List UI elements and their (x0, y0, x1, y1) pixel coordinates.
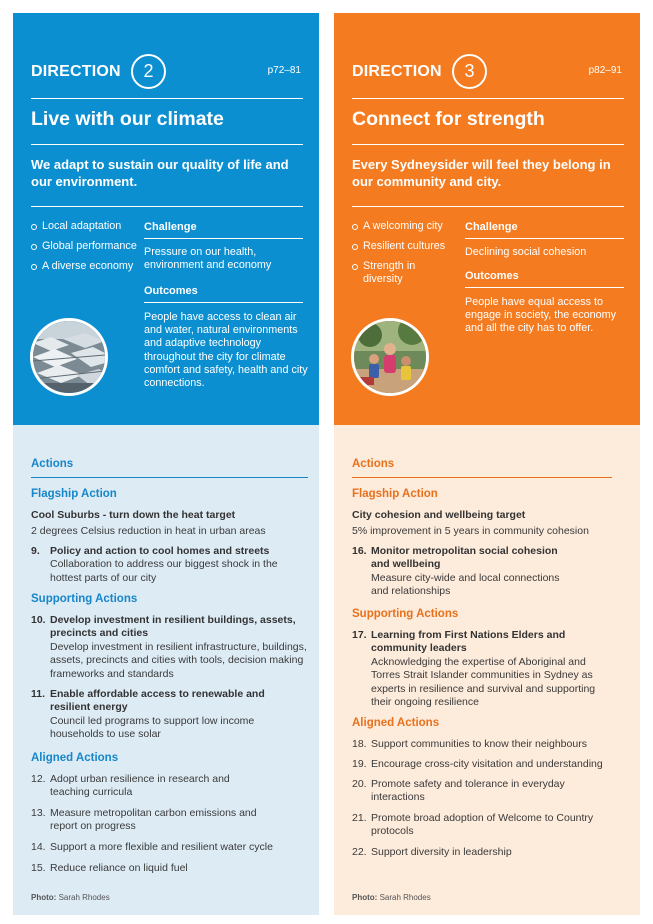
action-text: Measure metropolitan carbon emissions and report on progress (50, 807, 257, 833)
action-item (31, 614, 311, 681)
aligned-item (352, 738, 632, 751)
pillar-list (351, 220, 461, 293)
action-item (352, 629, 632, 709)
page-range: p82–91 (588, 65, 622, 76)
action-item (31, 688, 311, 742)
action-number: 16. (352, 545, 367, 557)
action-text: Support communities to know their neighbours (371, 738, 587, 750)
supporting-heading: Supporting Actions (352, 608, 459, 620)
action-text: Acknowledging the expertise of Aboriginal and Torres Strait Islander communities in Sydney as experts in resilience and survival and supporting their ongoing resilience (371, 655, 596, 709)
challenge-heading: Challenge (144, 221, 197, 233)
aligned-heading: Aligned Actions (352, 717, 440, 729)
aligned-item (31, 841, 311, 854)
action-text: Measure city-wide and local connections and relationships (371, 571, 560, 598)
action-number: 20. (352, 778, 367, 790)
divider (31, 477, 308, 478)
page-range: p72–81 (267, 65, 301, 76)
action-number: 17. (352, 629, 367, 641)
pillar-item: Local adaptation (30, 220, 140, 233)
community-photo (351, 318, 429, 396)
credit-name: Sarah Rhodes (379, 893, 431, 902)
vision-statement: We adapt to sustain our quality of life and our environment. (31, 157, 289, 189)
action-title: Policy and action to cool homes and streets (50, 545, 270, 557)
pillar-list (30, 220, 140, 280)
action-number: 13. (31, 807, 46, 819)
pillar-item: A diverse economy (30, 260, 140, 273)
pillar-item: Global performance (30, 240, 140, 253)
actions-section (334, 425, 640, 915)
actions-heading: Actions (352, 458, 395, 470)
divider (352, 206, 624, 207)
actions-section (13, 425, 319, 915)
aligned-item (352, 846, 632, 859)
action-text: Reduce reliance on liquid fuel (50, 862, 188, 874)
divider (352, 477, 612, 478)
challenge-heading: Challenge (465, 221, 518, 233)
pillar-item: A welcoming city (351, 220, 461, 233)
outcomes-text: People have access to clean air and water, natural environments and adaptive technology throughout the city for climate comfort and safety, health and city connections. (144, 311, 308, 390)
aligned-item (31, 773, 311, 800)
credit-name: Sarah Rhodes (58, 893, 110, 902)
direction-header (334, 13, 640, 425)
action-title: Learning from First Nations Elders and community leaders (371, 629, 566, 655)
action-number: 19. (352, 758, 367, 770)
action-number: 11. (31, 688, 46, 700)
direction-label: DIRECTION (352, 63, 442, 80)
action-number: 9. (31, 545, 40, 557)
divider (31, 144, 303, 145)
action-number: 15. (31, 862, 46, 874)
divider (465, 238, 624, 239)
action-text: Council led programs to support low income households to use solar (50, 714, 255, 741)
flagship-title: Cool Suburbs - turn down the heat target (31, 509, 236, 521)
pillar-item: Resilient cultures (351, 240, 461, 253)
aligned-item (352, 812, 632, 839)
divider (352, 98, 624, 99)
action-title: Monitor metropolitan social cohesion and wellbeing (371, 545, 558, 571)
outcomes-text: People have equal access to engage in society, the economy and all the city has to offer. (465, 296, 617, 335)
outcomes-heading: Outcomes (465, 270, 519, 282)
credit-label: Photo: (31, 893, 57, 902)
challenge-text: Pressure on our health, environment and economy (144, 246, 272, 272)
action-number: 21. (352, 812, 367, 824)
flagship-text: 2 degrees Celsius reduction in heat in urban areas (31, 525, 266, 537)
aligned-item (31, 807, 311, 834)
action-number: 14. (31, 841, 46, 853)
action-title: Enable affordable access to renewable and resilient energy (50, 688, 265, 714)
credit-label: Photo: (352, 893, 378, 902)
photo-credit (352, 893, 431, 902)
divider (31, 98, 303, 99)
action-text: Encourage cross-city visitation and understanding (371, 758, 603, 770)
actions-heading: Actions (31, 458, 74, 470)
supporting-heading: Supporting Actions (31, 593, 138, 605)
divider (352, 144, 624, 145)
action-text: Promote broad adoption of Welcome to Country protocols (371, 812, 594, 838)
direction-header (13, 13, 319, 425)
direction-2-panel (13, 13, 319, 915)
divider (465, 287, 624, 288)
flagship-title: City cohesion and wellbeing target (352, 509, 526, 521)
action-text: Support a more flexible and resilient water cycle (50, 841, 273, 853)
flagship-text: 5% improvement in 5 years in community cohesion (352, 525, 589, 537)
action-number: 18. (352, 738, 367, 750)
vision-statement: Every Sydneysider will feel they belong in our community and city. (352, 157, 611, 189)
outcomes-heading: Outcomes (144, 285, 198, 297)
children-playground-image (354, 321, 426, 393)
action-number: 12. (31, 773, 46, 785)
flagship-heading: Flagship Action (31, 488, 117, 500)
aligned-item (31, 862, 311, 875)
direction-label: DIRECTION (31, 63, 121, 80)
direction-title: Connect for strength (352, 108, 545, 130)
aligned-item (352, 758, 632, 771)
direction-title: Live with our climate (31, 108, 224, 130)
action-text: Promote safety and tolerance in everyday interactions (371, 778, 565, 804)
challenge-text: Declining social cohesion (465, 246, 587, 258)
action-item (31, 545, 311, 585)
pillar-item: Strength in diversity (351, 260, 438, 286)
flagship-heading: Flagship Action (352, 488, 438, 500)
aligned-item (352, 778, 632, 805)
action-number: 10. (31, 614, 46, 626)
action-text: Adopt urban resilience in research and teaching curricula (50, 773, 230, 799)
action-title: Develop investment in resilient buildings, assets, precincts and cities (50, 614, 296, 640)
divider (144, 238, 303, 239)
action-text: Develop investment in resilient infrastructure, buildings, assets, precincts and cities with tools, decision making frameworks and standards (50, 640, 307, 680)
action-text: Collaboration to address our biggest shock in the hottest parts of our city (50, 558, 278, 584)
direction-3-panel (334, 13, 640, 915)
divider (31, 206, 303, 207)
rooftops-image (33, 321, 105, 393)
direction-number: 2 (131, 54, 166, 89)
action-item (352, 545, 632, 599)
photo-credit (31, 893, 110, 902)
action-text: Support diversity in leadership (371, 846, 512, 858)
direction-number: 3 (452, 54, 487, 89)
action-number: 22. (352, 846, 367, 858)
climate-photo (30, 318, 108, 396)
divider (144, 302, 303, 303)
aligned-heading: Aligned Actions (31, 752, 119, 764)
